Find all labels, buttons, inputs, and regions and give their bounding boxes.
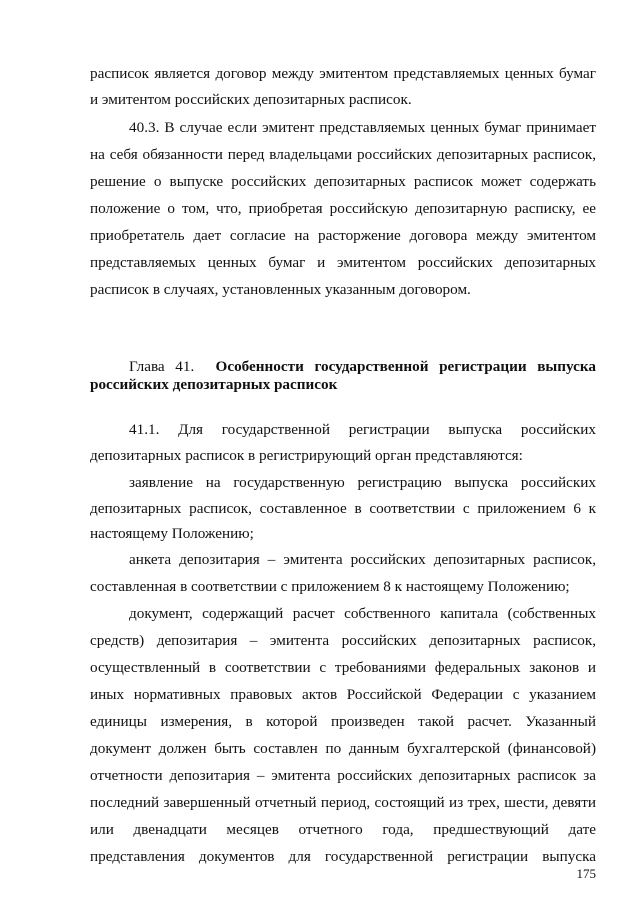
list-item-line: документ должен быть составлен по данным бухгалтерской (финансовой) [90,740,596,757]
chapter-title: Особенности государственной регистрации выпуска [215,358,597,375]
list-item-line: настоящему Положению; [90,525,254,542]
page-number: 175 [576,866,596,881]
list-item-line: отчетности депозитария – эмитента российских депозитарных расписок за [90,767,596,784]
list-item-line: единицы измерения, в которой произведен такой расчет. Указанный [90,713,596,730]
paragraph-41-1-line: 41.1. Для государственной регистрации выпуска российских [129,421,596,438]
list-item-line: анкета депозитария – эмитента российских депозитарных расписок, [129,551,596,568]
list-item-line: депозитарных расписок, составленное в соответствии с приложением 6 к [90,500,596,517]
paragraph-40-3-line: представляемых ценных бумаг и эмитентом российских депозитарных [90,254,596,271]
list-item-line: последний завершенный отчетный период, состоящий из трех, шести, девяти [90,794,596,811]
list-item-line: документ, содержащий расчет собственного капитала (собственных [129,605,596,622]
chapter-number: Глава 41. [129,358,195,375]
paragraph-40-3-line: решение о выпуске российских депозитарных расписок может содержать [90,173,596,190]
list-item-line: осуществленный в соответствии с требованиями федеральных законов и [90,659,596,676]
text-line: расписок является договор между эмитентом представляемых ценных бумаг [90,65,596,82]
text-line: и эмитентом российских депозитарных расписок. [90,91,412,108]
paragraph-41-1-line: депозитарных расписок в регистрирующий орган представляются: [90,447,523,464]
chapter-title-line2: российских депозитарных расписок [90,376,338,393]
list-item-line: иных нормативных правовых актов Российской Федерации с указанием [90,686,596,703]
paragraph-40-3-line: на себя обязанности перед владельцами российских депозитарных расписок, [90,146,596,163]
list-item-line: или двенадцати месяцев отчетного года, предшествующий дате [90,821,596,838]
list-item-line: представления документов для государственной регистрации выпуска [90,848,596,865]
list-item-line: средств) депозитария – эмитента российских депозитарных расписок, [90,632,596,649]
chapter-heading [129,357,596,377]
list-item-line: заявление на государственную регистрацию выпуска российских [129,474,596,491]
paragraph-40-3-line: расписок в случаях, установленных указанным договором. [90,281,471,298]
paragraph-40-3-line: положение о том, что, приобретая российскую депозитарную расписку, ее [90,200,596,217]
paragraph-40-3-line: 40.3. В случае если эмитент представляемых ценных бумаг принимает [129,119,596,136]
list-item-line: составленная в соответствии с приложением 8 к настоящему Положению; [90,578,570,595]
paragraph-40-3-line: приобретатель дает согласие на расторжение договора между эмитентом [90,227,596,244]
